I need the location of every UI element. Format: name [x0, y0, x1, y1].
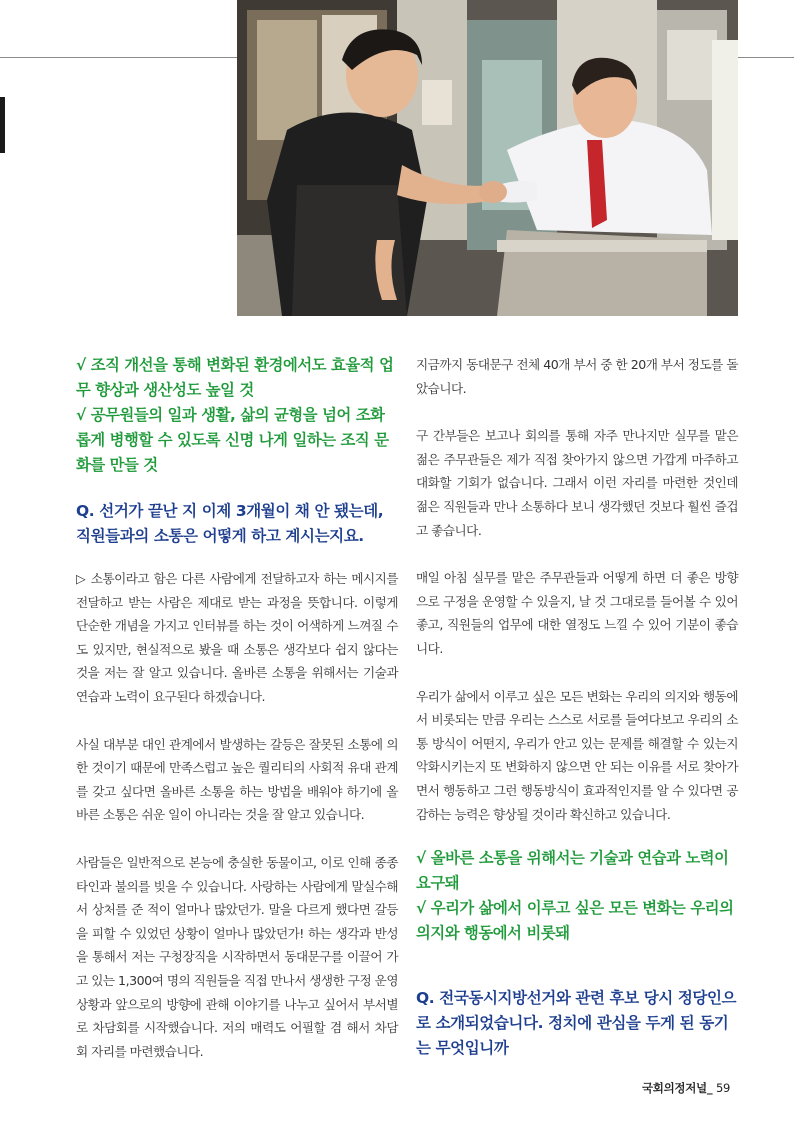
- check-icon: √: [76, 356, 86, 374]
- right-highlights: [416, 846, 738, 946]
- left-highlights: [76, 353, 398, 478]
- highlight-item: √ 공무원들의 일과 생활, 삶의 균형을 넘어 조화롭게 병행할 수 있도록 신명 나게 일하는 조직 문화를 만들 것: [76, 406, 389, 474]
- check-icon: √: [416, 899, 426, 918]
- question-heading: Q. 선거가 끝난 지 이제 3개월이 채 안 됐는데, 직원들과의 소통은 어떻게 하고 계시는지요.: [76, 502, 384, 545]
- check-icon: √: [76, 406, 86, 424]
- publication-name: 국회의정저널_: [642, 1081, 713, 1095]
- body-paragraph: 사람들은 일반적으로 본능에 충실한 동물이고, 이로 인해 종종 타인과 불의를 빚을 수 있습니다. 사랑하는 사람에게 말실수해서 상처를 준 적이 얼마나 많았던가. 말을 다르게 했다면 갈등을 피할 수 있었던 상황이 얼마나 많았던가! 하는 생각과 반성을 통해서 저는 구청장직을 시작하면서 동대문구를 이끌어 가고 있는 1,300여 명의 직원들을 직접 만나서 생생한 구정 운영 상황과 앞으로의 방향에 관해 이야기를 나누고 싶어서 부서별로 차담회를 시작했습니다. 저의 매력도 어필할 겸 해서 차담회 자리를 마련했습니다.: [76, 854, 398, 1059]
- right-column: [416, 353, 738, 1061]
- body-paragraph: 우리가 삶에서 이루고 싶은 모든 변화는 우리의 의지와 행동에서 비롯되는 만큼 우리는 스스로 서로를 들여다보고 우리의 소통 방식이 어떤지, 우리가 안고 있는 문제를 해결할 수 있는지 악화시키는지 또 변화하지 않으면 안 되는 이유를 서로 찾아가면서 행동하고 그런 행동방식이 효과적인지를 알 수 있다면 공감하는 능력은 향상될 것이라 확신하고 있습니다.: [416, 688, 738, 822]
- highlight-item: √ 올바른 소통을 위해서는 기술과 연습과 노력이 요구돼: [416, 849, 729, 893]
- highlight-item: √ 우리가 삶에서 이루고 싶은 모든 변화는 우리의 의지와 행동에서 비롯돼: [416, 899, 734, 943]
- page-footer: [642, 1080, 730, 1096]
- top-rule-left: [0, 57, 237, 58]
- question-heading: Q. 전국동시지방선거와 관련 후보 당시 정당인으로 소개되었습니다. 정치에 관심을 두게 된 동기는 무엇입니까: [416, 989, 737, 1058]
- body-paragraph: 지금까지 동대문구 전체 40개 부서 중 한 20개 부서 정도를 돌았습니다.: [416, 357, 738, 396]
- left-column: [76, 353, 398, 1063]
- body-paragraph: 매일 아침 실무를 맡은 주무관들과 어떻게 하면 더 좋은 방향으로 구정을 운영할 수 있을지, 날 것 그대로를 들어볼 수 있어 좋고, 직원들의 업무에 대한 열정도 느낄 수 있어 기분이 좋습니다.: [416, 570, 738, 656]
- highlight-item: √ 조직 개선을 통해 변화된 환경에서도 효율적 업무 향상과 생산성도 높일 것: [76, 356, 394, 399]
- body-paragraph: ▷ 소통이라고 함은 다른 사람에게 전달하고자 하는 메시지를 전달하고 받는 사람은 제대로 받는 과정을 뜻합니다. 이렇게 단순한 개념을 가지고 인터뷰를 하는 것이 어색하게 느껴질 수도 있지만, 현실적으로 봤을 때 소통은 생각보다 쉽지 않다는 것을 저는 잘 알고 있습니다. 올바른 소통을 위해서는 기술과 연습과 노력이 요구된다 하겠습니다.: [76, 571, 398, 704]
- page-edge-tab: [0, 97, 5, 153]
- page-number: 59: [716, 1081, 731, 1095]
- body-paragraph: 구 간부들은 보고나 회의를 통해 자주 만나지만 실무를 맡은 젊은 주무관들은 제가 직접 찾아가지 않으면 가깝게 마주하고 대화할 기회가 없습니다. 그래서 이런 자리를 마련한 것인데 젊은 직원들과 만나 소통하다 보니 생각했던 것보다 훨씬 즐겁고 좋습니다.: [416, 428, 738, 538]
- top-rule-right: [738, 57, 794, 58]
- handshake-photo: [237, 0, 738, 316]
- check-icon: √: [416, 849, 426, 868]
- body-paragraph: 사실 대부분 대인 관계에서 발생하는 갈등은 잘못된 소통에 의한 것이기 때문에 만족스럽고 높은 퀄리티의 사회적 유대 관계를 갖고 싶다면 올바른 소통을 하는 방법을 배워야 하기에 올바른 소통은 쉬운 일이 아니라는 것을 잘 알고 있습니다.: [76, 736, 398, 823]
